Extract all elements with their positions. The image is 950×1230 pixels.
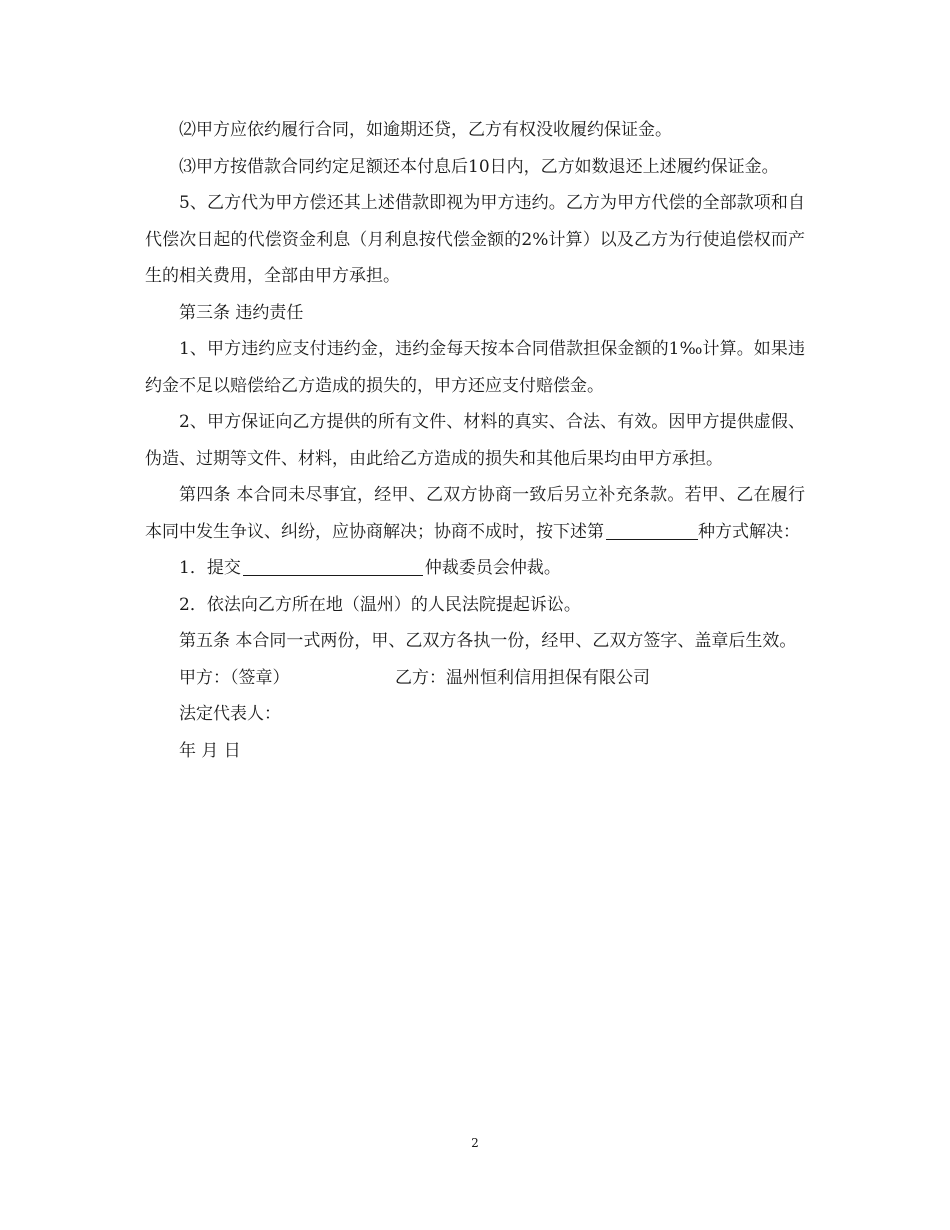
- paragraph-penalty: 1、甲方违约应支付违约金，违约金每天按本合同借款担保金额的1‰计算。如果违约金不足以赔偿给乙方造成的损失的，甲方还应支付赔偿金。: [145, 339, 805, 396]
- party-a-signature: 甲方：（签章）: [179, 667, 290, 688]
- date-label: 年 月 日: [179, 740, 241, 761]
- paragraph-deposit-refund: ⑶甲方按借款合同约定足额还本付息后10日内，乙方如数退还上述履约保证金。: [179, 156, 779, 177]
- signature-row: [145, 660, 805, 697]
- option-litigation: 2．依法向乙方所在地（温州）的人民法院提起诉讼。: [179, 594, 581, 615]
- page-number: 2: [471, 1136, 479, 1150]
- option-1-suffix: 仲裁委员会仲裁。: [424, 558, 561, 578]
- paragraph-deposit-forfeit: ⑵甲方应依约履行合同，如逾期还贷，乙方有权没收履约保证金。: [179, 120, 672, 140]
- paragraph-document-guarantee: 2、甲方保证向乙方提供的所有文件、材料的真实、合法、有效。因甲方提供虚假、伪造、过期等文件、材料，由此给乙方造成的损失和其他后果均由甲方承担。: [145, 412, 805, 469]
- option-1-prefix: 1．提交: [179, 558, 241, 578]
- arbitration-committee-blank[interactable]: [243, 557, 423, 576]
- article-4: [145, 477, 805, 550]
- paragraph-clause-5: 5、乙方代为甲方偿还其上述借款即视为甲方违约。乙方为甲方代偿的全部款项和自代偿次日起的代偿资金利息（月利息按代偿金额的2%计算）以及乙方为行使追偿权而产生的相关费用，全部由甲方承担。: [145, 193, 805, 286]
- dispute-method-blank[interactable]: [606, 521, 698, 540]
- article-3-heading: 第三条 违约责任: [179, 302, 304, 323]
- legal-representative: [145, 696, 805, 733]
- article-4-text: 第四条 本合同未尽事宜，经甲、乙双方协商一致后另立补充条款。若甲、乙在履行本同中发生争议、纠纷，应协商解决；协商不成时，按下述第: [145, 485, 805, 542]
- party-b-signature: 乙方：温州恒利信用担保有限公司: [395, 667, 650, 688]
- signature-date: [145, 733, 805, 770]
- option-arbitration: [145, 550, 805, 587]
- legal-representative-label: 法定代表人：: [179, 704, 281, 724]
- article-5: 第五条 本合同一式两份，甲、乙双方各执一份，经甲、乙双方签字、盖章后生效。: [179, 631, 797, 651]
- article-4-tail: 种方式解决：: [698, 521, 800, 542]
- document-body: [145, 112, 805, 769]
